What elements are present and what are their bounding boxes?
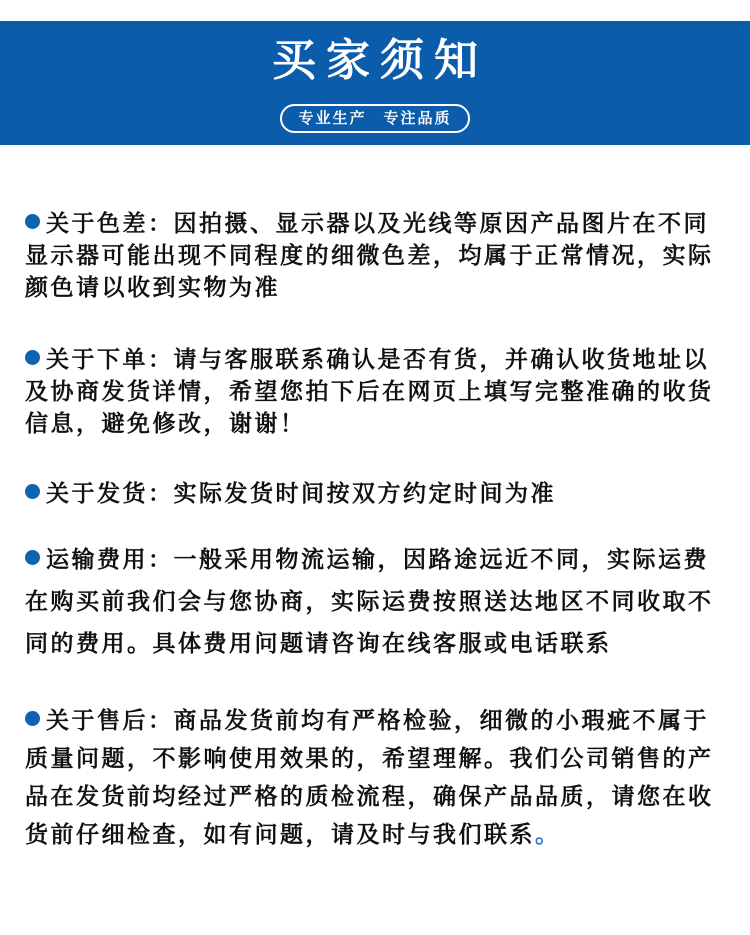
notice-line xyxy=(25,343,726,375)
notice-line-text: 关于发货：实际发货时间按双方约定时间为准 xyxy=(46,480,556,506)
notice-line: 品在发货前均经过严格的质检流程，确保产品品质，请您在收 xyxy=(25,783,714,809)
notice-line xyxy=(25,538,726,580)
notice-line-text: 关于色差：因拍摄、显示器以及光线等原因产品图片在不同 xyxy=(46,210,709,236)
notice-line: 同的费用。具体费用问题请咨询在线客服或电话联系 xyxy=(25,630,612,656)
notice-freight xyxy=(25,538,726,664)
blue-period: 。 xyxy=(535,821,561,847)
bullet-icon xyxy=(25,711,40,726)
bullet-icon xyxy=(25,484,40,499)
notice-line-text: 关于售后：商品发货前均有严格检验，细微的小瑕疵不属于 xyxy=(46,707,709,733)
notice-line-text: 货前仔细检查，如有问题，请及时与我们联系 xyxy=(25,821,535,847)
bullet-icon xyxy=(25,350,40,365)
notice-line xyxy=(25,207,726,239)
notice-line: 颜色请以收到实物为准 xyxy=(25,274,280,300)
banner xyxy=(0,21,750,145)
notice-line: 信息，避免修改，谢谢！ xyxy=(25,410,306,436)
notice-line: 及协商发货详情，希望您拍下后在网页上填写完整准确的收货 xyxy=(25,378,714,404)
banner-tagline-pill xyxy=(280,104,469,133)
notice-line xyxy=(25,701,726,739)
banner-title xyxy=(0,21,750,95)
notice-color-difference xyxy=(25,207,726,303)
notice-after-sales xyxy=(25,701,726,853)
notice-line: 在购买前我们会与您协商，实际运费按照送达地区不同收取不 xyxy=(25,588,714,614)
notice-ordering xyxy=(25,343,726,439)
notice-line xyxy=(25,815,726,853)
bullet-icon xyxy=(25,550,40,565)
notice-line: 质量问题，不影响使用效果的，希望理解。我们公司销售的产 xyxy=(25,745,714,771)
top-white-strip xyxy=(0,0,750,21)
bullet-icon xyxy=(25,214,40,229)
banner-tagline-text: 专业生产 专注品质 xyxy=(298,110,452,127)
notice-line: 显示器可能出现不同程度的细微色差，均属于正常情况，实际 xyxy=(25,242,714,268)
notice-line-text: 运输费用：一般采用物流运输，因路途远近不同，实际运费 xyxy=(46,546,709,572)
notice-line-text: 关于下单：请与客服联系确认是否有货，并确认收货地址以 xyxy=(46,346,709,372)
banner-title-text: 买家须知 xyxy=(272,36,488,85)
notice-line xyxy=(25,477,726,509)
notice-list xyxy=(0,207,750,853)
notice-shipping xyxy=(25,477,726,509)
